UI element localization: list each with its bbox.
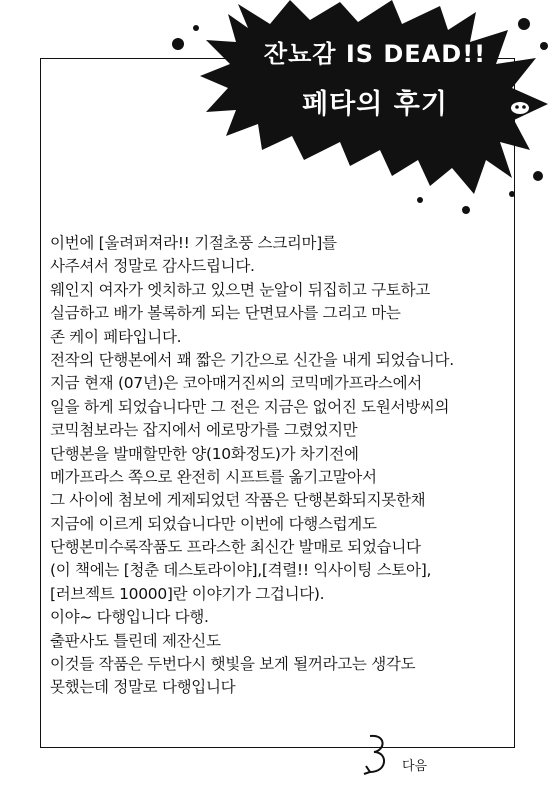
- text-line: 존 케이 페타입니다.: [50, 327, 182, 346]
- text-line: 이야~ 다행입니다 다행.: [50, 608, 209, 627]
- text-line: [러브젝트 10000]란 이야기가 그겁니다).: [50, 584, 325, 603]
- text-line: 이번에 [울려퍼져라!! 기절초풍 스크리마]를: [50, 234, 337, 252]
- text-line: 전작의 단행본에서 꽤 짧은 기간으로 신간을 내게 되었습니다.: [50, 350, 454, 369]
- text-line: 단행본미수록작품도 프라스한 최신간 발매로 되었습니다: [50, 538, 421, 557]
- text-line: 이것들 작품은 두번다시 햇빛을 보게 될꺼라고는 생각도: [50, 655, 416, 674]
- text-line: (이 책에는 [청춘 데스토라이야],[격렬!! 익사이팅 스토아],: [50, 561, 432, 580]
- text-line: 출판사도 틀린데 제잔신도: [50, 631, 221, 650]
- text-line: 사주셔서 정말로 감사드립니다.: [50, 257, 255, 276]
- text-line: 지금에 이르게 되었습니다만 이번에 다행스럽게도: [50, 514, 377, 533]
- text-line: 단행본을 발매할만한 양(10화정도)가 차기전에: [50, 444, 359, 463]
- next-arrow-icon: [362, 730, 402, 780]
- text-line: 메가프라스 쪽으로 완전히 시프트를 옮기고말아서: [50, 467, 377, 486]
- title-line-1: 잔뇨감 IS DEAD!!: [263, 40, 487, 68]
- text-line: 일을 하게 되었습니다만 그 전은 지금은 없어진 도원서방씨의: [50, 397, 450, 416]
- next-page-label: 다음: [402, 759, 428, 774]
- text-line: 코믹첨보라는 잡지에서 에로망가를 그렸었지만: [50, 421, 358, 440]
- title-line-2: 페타의 후기: [302, 89, 448, 120]
- text-line: 못했는데 정말로 다행입니다: [50, 678, 236, 697]
- text-line: 실금하고 배가 볼록하게 되는 단면묘사를 그리고 마는: [50, 304, 401, 323]
- text-line: 지금 현재 (07년)은 코아매거진씨의 코믹메가프라스에서: [50, 374, 422, 393]
- afterword-text: [50, 232, 520, 700]
- text-line: 웨인지 여자가 엣치하고 있으면 눈알이 뒤집히고 구토하고: [50, 280, 430, 299]
- text-line: 그 사이에 첨보에 게제되었던 작품은 단행본화되지못한채: [50, 491, 426, 510]
